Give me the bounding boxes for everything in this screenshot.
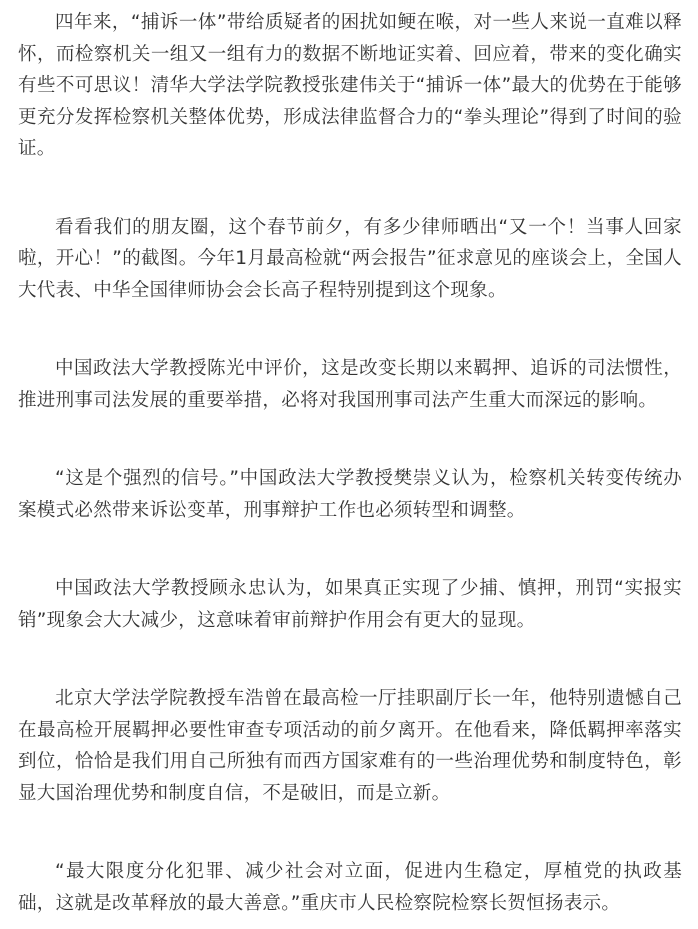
paragraph-7: “最大限度分化犯罪、减少社会对立面，促进内生稳定，厚植党的执政基础，这就是改革释放的最大善意。”重庆市人民检察院检察长贺恒扬表示。 (18, 861, 682, 914)
paragraph-1: 四年来，“捕诉一体”带给质疑者的困扰如鲠在喉，对一些人来说一直难以释怀，而检察机关一组又一组有力的数据不断地证实着、回应着，带来的变化确实有些不可思议！清华大学法学院教授张建伟关于“捕诉一体”最大的优势在于能够更充分发挥检察机关整体优势，形成法律监督合力的“拳头理论”得到了时间的验证。 (18, 12, 682, 159)
paragraph-3: 中国政法大学教授陈光中评价，这是改变长期以来羁押、追诉的司法惯性，推进刑事司法发展的重要举措，必将对我国刑事司法产生重大而深远的影响。 (18, 358, 682, 411)
paragraph-6: 北京大学法学院教授车浩曾在最高检一厅挂职副厅长一年，他特别遗憾自己在最高检开展羁押必要性审查专项活动的前夕离开。在他看来，降低羁押率落实到位，恰恰是我们用自己所独有而西方国家难有的一些治理优势和制度特色，彰显大国治理优势和制度自信，不是破旧，而是立新。 (18, 688, 682, 804)
paragraph-4: “这是个强烈的信号。”中国政法大学教授樊崇义认为，检察机关转变传统办案模式必然带来诉讼变革，刑事辩护工作也必须转型和调整。 (18, 468, 682, 521)
paragraph-2: 看看我们的朋友圈，这个春节前夕，有多少律师晒出“又一个！当事人回家啦，开心！”的截图。今年1月最高检就“两会报告”征求意见的座谈会上，全国人大代表、中华全国律师协会会长高子程特别提到这个现象。 (18, 216, 682, 301)
article-body (18, 7, 682, 919)
paragraph-5: 中国政法大学教授顾永忠认为，如果真正实现了少捕、慎押，刑罚“实报实销”现象会大大减少，这意味着审前辩护作用会有更大的显现。 (18, 578, 682, 631)
